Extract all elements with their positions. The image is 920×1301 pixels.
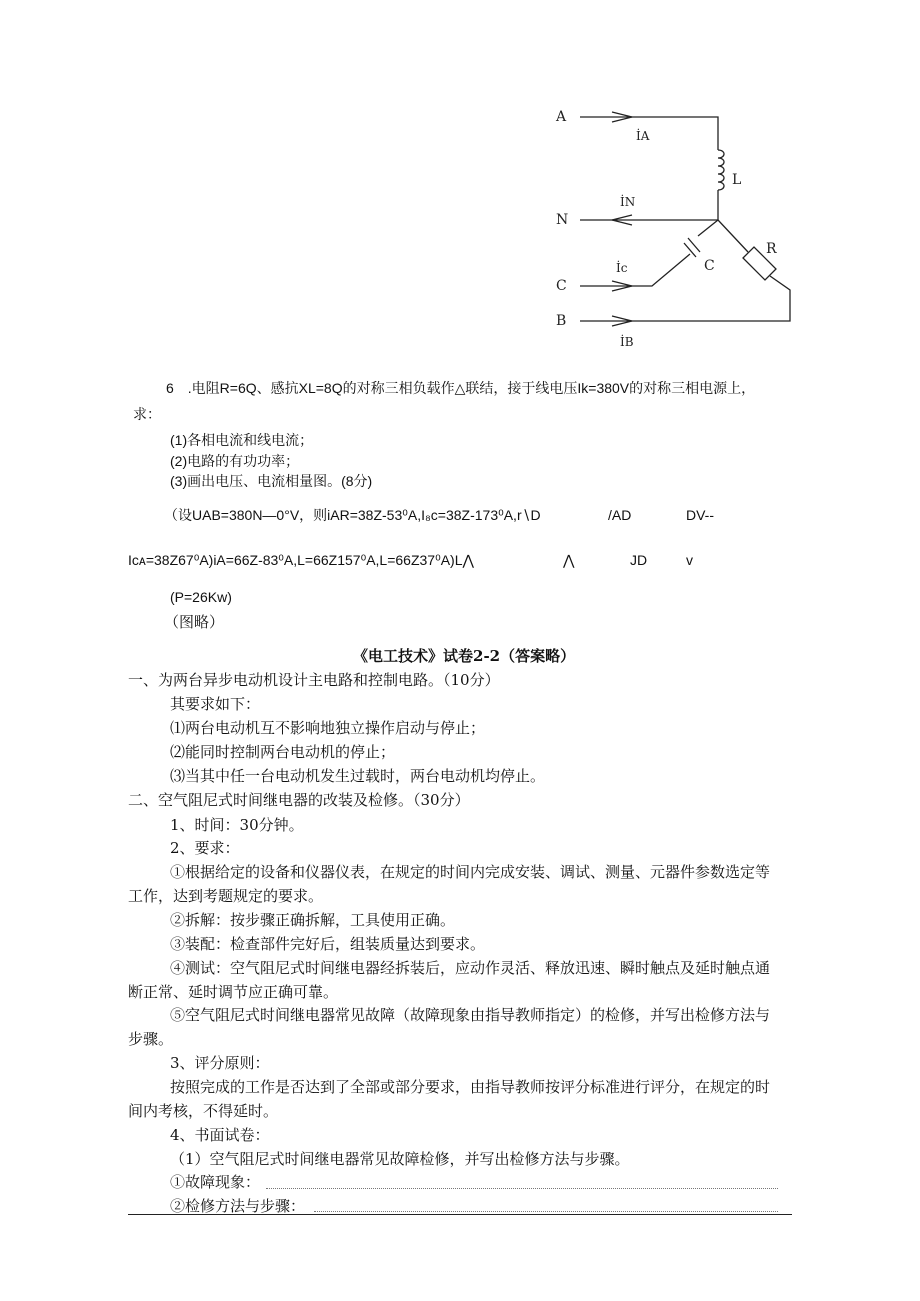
current-in-label: İN (620, 195, 636, 209)
node-c-label: C (556, 278, 567, 294)
q2-requirements-heading: 2、要求： (170, 839, 240, 857)
answer1-fragment-dv: DV-- (686, 507, 714, 523)
problem6-line1: 6 .电阻R=6Q、感抗XL=8Q的对称三相负载作△联结，接于线电压Ik=380V的对称三相电源上， (166, 380, 756, 396)
problem6-power: (P=26Kw) (170, 589, 232, 605)
problem6-answer-line1: （设UAB=380N—0°V，则iAR=38Z-53⁰A,I₈c=38Z-173⁰A,r∖D (164, 507, 541, 523)
problem6-item3: (3)画出电压、电流相量图。(8分) (170, 473, 373, 489)
written-question1: （1）空气阻尼式时间继电器常见故障检修，并写出检修方法与步骤。 (170, 1150, 630, 1168)
current-ia-label: İA (636, 129, 650, 143)
question2: 二、空气阻尼式时间继电器的改装及检修。（30分） (128, 791, 470, 809)
scoring-line1: 按照完成的工作是否达到了全部或部分要求，由指导教师按评分标准进行评分，在规定的时 (170, 1078, 771, 1096)
three-phase-circuit-diagram (0, 0, 920, 360)
req1-line2: 工作，达到考题规定的要求。 (128, 887, 324, 905)
node-b-label: B (556, 313, 567, 329)
question1-intro: 其要求如下： (170, 695, 261, 713)
problem6-answer-line2: Iᴄᴀ=38Z67⁰A)iA=66Z-83⁰A,L=66Z157⁰A,L=66Z37⁰A)L⋀ (128, 552, 474, 568)
req3: ③装配：检查部件完好后，组装质量达到要求。 (170, 935, 486, 953)
written-test-heading: 4、书面试卷： (170, 1126, 270, 1144)
question1: 一、为两台异步电动机设计主电路和控制电路。（10分） (128, 671, 500, 689)
req4-line1: ④测试：空气阻尼式时间继电器经拆装后，应动作灵活、释放迅速、瞬时触点及延时触点通 (170, 959, 771, 977)
question1-item2: ⑵能同时控制两台电动机的停止； (170, 743, 396, 761)
current-ic-label: İc (616, 261, 628, 275)
answer1-fragment-ad: /AD (608, 507, 632, 523)
inductor-label: L (732, 172, 742, 188)
node-a-label: A (556, 109, 567, 125)
req4-line2: 断正常、延时调节应正确可靠。 (128, 983, 339, 1001)
req5-line2: 步骤。 (128, 1030, 174, 1048)
current-ib-label: İB (620, 335, 634, 349)
scoring-line2: 间内考核，不得延时。 (128, 1102, 279, 1120)
problem6-item2: (2)电路的有功功率； (170, 453, 300, 469)
repair-method-label: ②检修方法与步骤： (170, 1197, 306, 1215)
question1-item3: ⑶当其中任一台电动机发生过载时，两台电动机均停止。 (170, 767, 546, 785)
answer2-fragment-2: JD (630, 552, 648, 568)
answer2-fragment-1: ⋀ (563, 552, 575, 568)
resistor-label: R (766, 241, 777, 257)
paper-title: 《电工技术》试卷2-2（答案略） (353, 647, 576, 665)
req2: ②拆解：按步骤正确拆解，工具使用正确。 (170, 911, 456, 929)
question1-item1: ⑴两台电动机互不影响地独立操作启动与停止； (170, 719, 486, 737)
fault-symptom-label: ①故障现象： (170, 1173, 261, 1191)
answer2-fragment-3: v (686, 552, 693, 568)
repair-method-answer-line[interactable] (314, 1211, 778, 1212)
problem6-item1: (1)各相电流和线电流； (170, 432, 314, 448)
q2-time: 1、时间：30分钟。 (170, 816, 304, 834)
fault-symptom-answer-line[interactable] (266, 1188, 778, 1189)
node-n-label: N (556, 212, 569, 228)
req1-line1: ①根据给定的设备和仪器仪表，在规定的时间内完成安装、调试、测量、元器件参数选定等 (170, 863, 771, 881)
scoring-heading: 3、评分原则： (170, 1054, 270, 1072)
problem6-line2: 求： (133, 406, 161, 422)
req5-line1: ⑤空气阻尼式时间继电器常见故障（故障现象由指导教师指定）的检修，并写出检修方法与 (170, 1006, 771, 1024)
capacitor-label: C (704, 258, 715, 274)
page-bottom-rule (128, 1214, 792, 1215)
problem6-figure-note: （图略） (164, 613, 225, 631)
